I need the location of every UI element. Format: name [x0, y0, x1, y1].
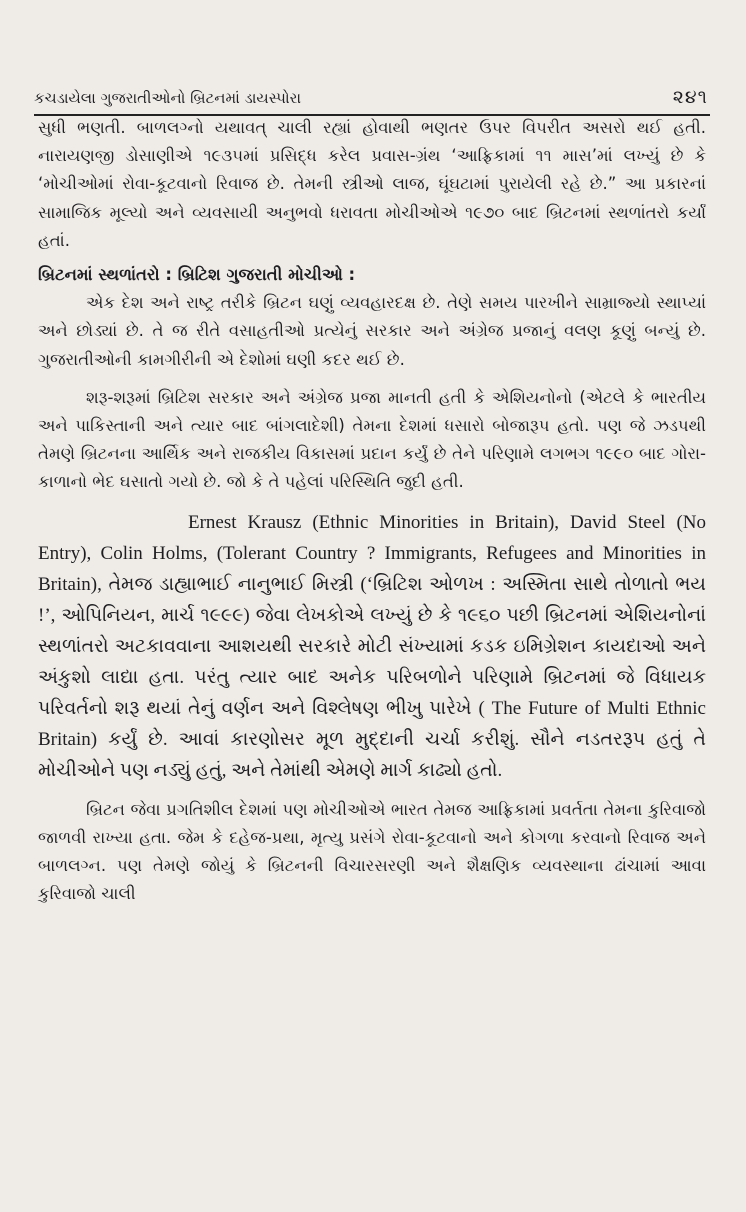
paragraph: શરૂ-શરૂમાં બ્રિટિશ સરકાર અને અંગ્રેજ પ્રજા માનતી હતી કે એશિયનોનો (એટલે કે ભારતીય અને પાકિસ્તાની અને ત્યાર બાદ બાંગલાદેશી) તેમના દેશમાં ધસારો બોજારૂપ હતો. પણ જે ઝડપથી તેમણે બ્રિટનના આર્થિક અને રાજકીય વિકાસમાં પ્રદાન કર્યું છે તેને પરિણામે લગભગ ૧૯૯૦ બાદ ગોરા-કાળાનો ભેદ ઘસાતો ગયો છે. જો કે તે પહેલાં પરિસ્થિતિ જુદી હતી.	[38, 387, 706, 492]
body-text	[38, 114, 706, 908]
running-title: કચડાયેલા ગુજરાતીઓનો બ્રિટનમાં ડાયસ્પોરા	[34, 89, 302, 107]
paragraph-references: Ernest Krausz (Ethnic Minorities in Britain), David Steel (No Entry), Colin Holms, (Tolerant Country ? Immigrants, Refugees and Minorities in Britain), તેમજ ડાહ્યાભાઈ નાનુભાઈ મિસ્ત્રી (‘બ્રિટિશ ઓળખ : અસ્મિતા સાથે તોળાતો ભય !’, ઓપિનિયન, માર્ચ ૧૯૯૯) જેવા લેખકોએ લખ્યું છે કે ૧૯૬૦ પછી બ્રિટનમાં એશિયનોનાં સ્થળાંતરો અટકાવવાના આશયથી સરકારે મોટી સંખ્યામાં કડક ઇમિગ્રેશન કાયદાઓ અને અંકુશો લાદ્યા હતા. પરંતુ ત્યાર બાદ અનેક પરિબળોને પરિણામે બ્રિટનમાં જે વિધાયક પરિવર્તનો શરૂ થયાં તેનું વર્ણન અને વિશ્લેષણ ભીખુ પારેખે ( The Future of Multi Ethnic Britain) કર્યું છે. આવાં કારણોસર મૂળ મુદ્દાની ચર્ચા કરીશું. સૌને નડતરરૂપ હતું તે મોચીઓને પણ નડ્યું હતું, અને તેમાંથી એમણે માર્ગ કાઢ્યો હતો.	[38, 511, 706, 781]
section-heading: બ્રિટનમાં સ્થળાંતરો : બ્રિટિશ ગુજરાતી મોચીઓ :	[38, 265, 356, 285]
running-header	[34, 86, 708, 108]
page-number: ૨૪૧	[672, 86, 708, 108]
paragraph: એક દેશ અને રાષ્ટ્ર તરીકે બ્રિટન ઘણું વ્યવહારદક્ષ છે. તેણે સમય પારખીને સામ્રાજ્યો સ્થાપ્યાં અને છોડ્યાં છે. તે જ રીતે વસાહતીઓ પ્રત્યેનું સરકાર અને અંગ્રેજ પ્રજાનું વલણ કૂણું બન્યું છે. ગુજરાતીઓની કામગીરીની એ દેશોમાં ઘણી કદર થઈ છે.	[38, 293, 706, 369]
paragraph: બ્રિટન જેવા પ્રગતિશીલ દેશમાં પણ મોચીઓએ ભારત તેમજ આફ્રિકામાં પ્રવર્તતા તેમના કુરિવાજો જાળવી રાખ્યા હતા. જેમ કે દહેજ-પ્રથા, મૃત્યુ પ્રસંગે રોવા-કૂટવાનો અને કોગળા કરવાનો રિવાજ અને બાળલગ્ન. પણ તેમણે જોયું કે બ્રિટનની વિચારસરણી અને શૈક્ષણિક વ્યવસ્થાના ઢાંચામાં આવા કુરિવાજો ચાલી	[38, 799, 706, 904]
paragraph-continuation: સુધી ભણતી. બાળલગ્નો યથાવત્ ચાલી રહ્યાં હોવાથી ભણતર ઉપર વિપરીત અસરો થઈ હતી. નારાયણજી ડોસાણીએ ૧૯૩૫માં પ્રસિદ્ધ કરેલ પ્રવાસ-ગ્રંથ ‘આફ્રિકામાં ૧૧ માસ’માં લખ્યું છે કે ‘મોચીઓમાં રોવા-કૂટવાનો રિવાજ છે. તેમની સ્ત્રીઓ લાજ, ઘૂંઘટામાં પુરાયેલી રહે છે.” આ પ્રકારનાં સામાજિક મૂલ્યો અને વ્યવસાયી અનુભવો ધરાવતા મોચીઓએ ૧૯૭૦ બાદ બ્રિટનમાં સ્થળાંતરો કર્યાં હતાં.	[38, 118, 706, 250]
